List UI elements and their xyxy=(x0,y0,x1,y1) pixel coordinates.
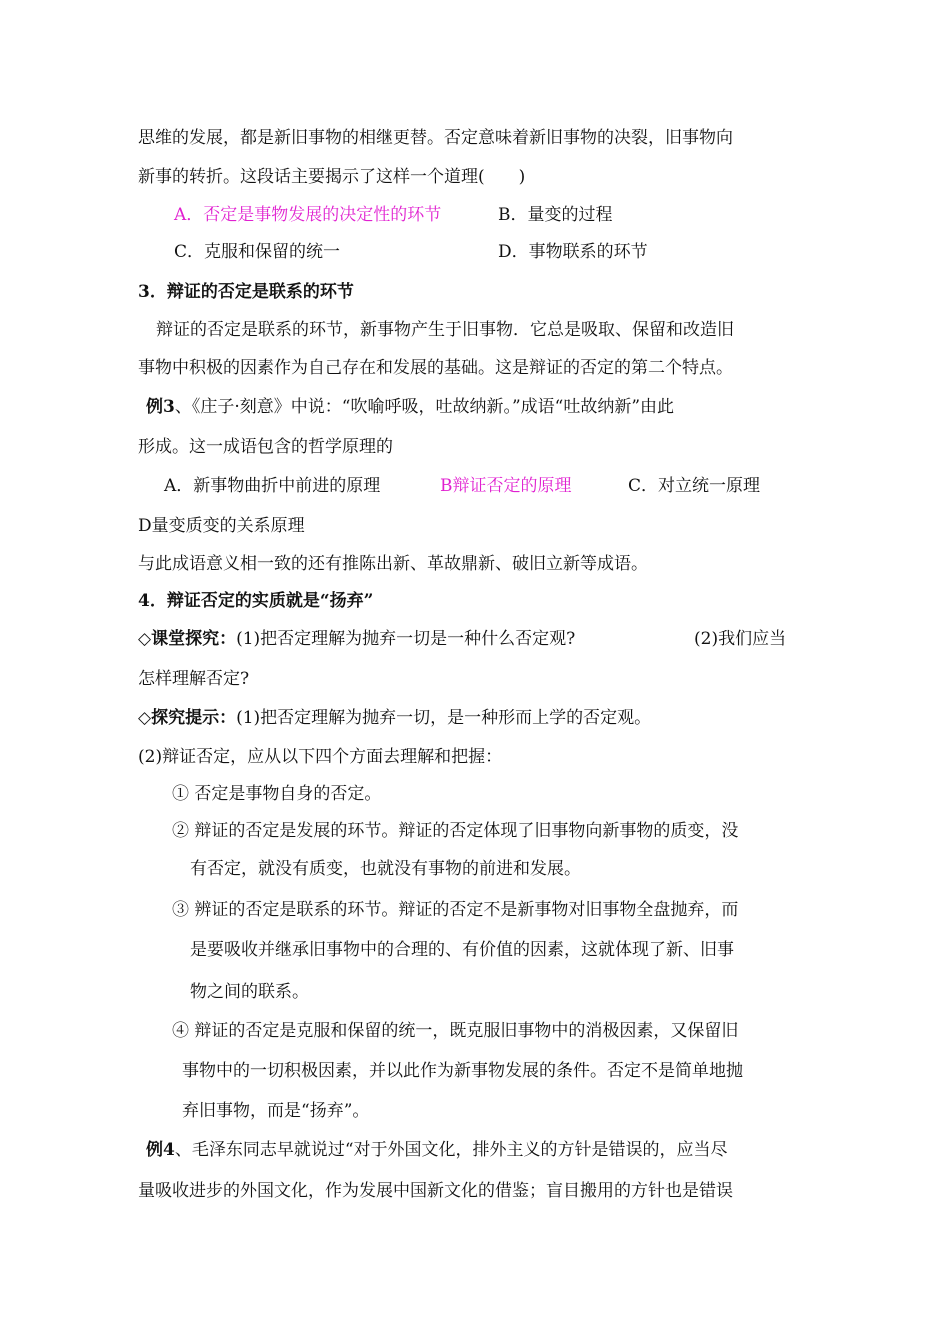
section4-heading: 4．辩证否定的实质就是“扬弃” xyxy=(138,591,374,611)
example3-option-d: D量变质变的关系原理 xyxy=(138,516,305,536)
point3-line1: ③ 辨证的否定是联系的环节。辩证的否定不是新事物对旧事物全盘抛弃，而 xyxy=(172,900,739,920)
section3-heading: 3．辩证的否定是联系的环节 xyxy=(138,282,354,302)
hint-label: ◇探究提示： xyxy=(138,708,237,728)
example4-line1-text: 、毛泽东同志早就说过“对于外国文化，排外主义的方针是错误的，应当尽 xyxy=(174,1140,728,1160)
explore-question1: (1)把否定理解为抛弃一切是一种什么否定观? xyxy=(236,629,576,649)
example4-line1 xyxy=(146,1142,728,1159)
q2-option-a: A．否定是事物发展的决定性的环节 xyxy=(174,205,442,225)
example3-label: 例3 xyxy=(146,397,175,417)
example3-line1 xyxy=(146,399,674,416)
point4-line1: ④ 辩证的否定是克服和保留的统一，既克服旧事物中的消极因素，又保留旧 xyxy=(172,1021,739,1041)
section3-para-line1: 辩证的否定是联系的环节，新事物产生于旧事物．它总是吸取、保留和改造旧 xyxy=(156,320,734,340)
point2-line1: ② 辩证的否定是发展的环节。辩证的否定体现了旧事物向新事物的质变，没 xyxy=(172,821,739,841)
example3-line2: 形成。这一成语包含的哲学原理的 xyxy=(138,437,393,457)
q2-option-c: C．克服和保留的统一 xyxy=(174,242,341,262)
hint-line1 xyxy=(138,710,651,727)
example3-option-b: B辩证否定的原理 xyxy=(440,476,572,496)
q2-option-b: B．量变的过程 xyxy=(498,205,613,225)
q2-stem-line2: 新事的转折。这段话主要揭示了这样一个道理( ) xyxy=(138,167,526,187)
explore-line1 xyxy=(138,631,575,648)
example3-line1-text: 、《庄子·刻意》中说：“吹喻呼吸，吐故纳新。”成语“吐故纳新”由此 xyxy=(174,397,675,417)
point4-line2: 事物中的一切积极因素，并以此作为新事物发展的条件。否定不是简单地抛 xyxy=(182,1061,743,1081)
section3-para-line2: 事物中积极的因素作为自己存在和发展的基础。这是辩证的否定的第二个特点。 xyxy=(138,358,733,378)
example3-option-c: C．对立统一原理 xyxy=(628,476,761,496)
point1: ① 否定是事物自身的否定。 xyxy=(172,784,382,804)
hint-point1: (1)把否定理解为抛弃一切，是一种形而上学的否定观。 xyxy=(236,708,652,728)
explore-question2-cont: 怎样理解否定? xyxy=(138,669,250,689)
q2-stem-line1: 思维的发展，都是新旧事物的相继更替。否定意味着新旧事物的决裂，旧事物向 xyxy=(138,128,733,148)
explore-label: ◇课堂探究： xyxy=(138,629,237,649)
point2-line2: 有否定，就没有质变，也就没有事物的前进和发展。 xyxy=(190,859,581,879)
point4-line3: 弃旧事物，而是“扬弃”。 xyxy=(182,1101,370,1121)
example3-option-a: A．新事物曲折中前进的原理 xyxy=(164,476,381,496)
point3-line3: 物之间的联系。 xyxy=(190,982,309,1002)
q2-option-d: D．事物联系的环节 xyxy=(498,242,648,262)
point3-line2: 是要吸收并继承旧事物中的合理的、有价值的因素，这就体现了新、旧事 xyxy=(190,940,734,960)
example4-line2: 量吸收进步的外国文化，作为发展中国新文化的借鉴；盲目搬用的方针也是错误 xyxy=(138,1181,733,1201)
explore-question2: (2)我们应当 xyxy=(694,629,787,649)
example3-note: 与此成语意义相一致的还有推陈出新、革故鼎新、破旧立新等成语。 xyxy=(138,554,648,574)
example4-label: 例4 xyxy=(146,1140,175,1160)
hint-point2: (2)辩证否定，应从以下四个方面去理解和把握： xyxy=(138,747,503,767)
